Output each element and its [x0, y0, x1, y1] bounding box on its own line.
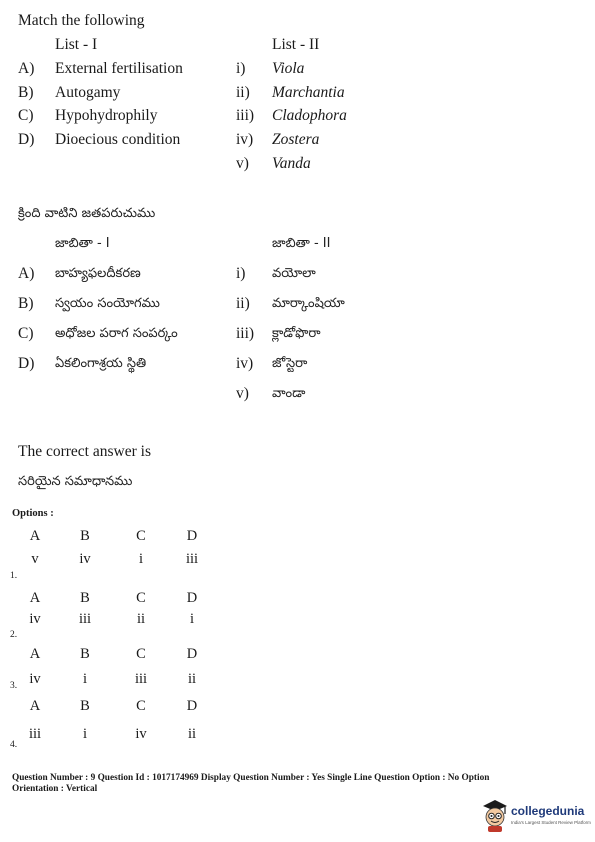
option-header-c: C	[136, 698, 146, 714]
list2-en-label: iii)	[236, 107, 255, 124]
graduate-mascot-icon	[480, 798, 510, 832]
option-header-a: A	[29, 528, 41, 544]
option-header-b: B	[80, 646, 90, 662]
option-value: i	[82, 671, 88, 687]
logo-tagline: India's Largest Student Review Platform	[511, 820, 591, 825]
list1-te-item: ఏకలింగాశ్రయ స్థితి	[55, 356, 147, 371]
logo-name: collegedunia	[511, 804, 585, 818]
list1-header-en: List - I	[55, 36, 98, 53]
option-number: 4.	[10, 740, 18, 750]
list2-en-item: Viola	[272, 60, 305, 77]
list2-te-item: మార్కాంషియా	[272, 296, 345, 311]
footer-line-1: Question Number : 9 Question Id : 1017174969 Display Question Number : Yes Single Line Question Option : No Option	[12, 773, 490, 783]
list1-en-item: External fertilisation	[55, 60, 183, 77]
list2-en-label: ii)	[236, 84, 250, 101]
option-header-a: A	[29, 698, 41, 714]
list1-te-label: C)	[18, 325, 34, 342]
option-value: iii	[185, 551, 199, 567]
option-header-d: D	[186, 590, 198, 606]
list1-te-label: B)	[18, 295, 34, 312]
question-heading-en: Match the following	[18, 12, 145, 29]
list2-en-item: Cladophora	[272, 107, 347, 124]
option-value: v	[31, 551, 39, 567]
list2-te-item: వాండా	[272, 386, 306, 401]
list1-en-label: D)	[18, 131, 35, 148]
list2-te-item: క్లాడోఫొరా	[272, 326, 321, 341]
option-value: ii	[136, 611, 146, 627]
list1-en-item: Hypohydrophily	[55, 107, 158, 124]
option-number: 3.	[10, 681, 18, 691]
option-header-a: A	[29, 590, 41, 606]
list2-header-en: List - II	[272, 36, 320, 53]
list2-en-item: Vanda	[272, 155, 311, 172]
option-value: i	[138, 551, 144, 567]
list1-te-item: అధోజల పరాగ సంపర్కం	[55, 326, 178, 341]
option-value: i	[189, 611, 195, 627]
footer-line-2: Orientation : Vertical	[12, 784, 98, 794]
list1-te-item: స్వయం సంయోగము	[55, 296, 160, 311]
option-header-d: D	[186, 528, 198, 544]
list2-en-label: iv)	[236, 131, 254, 148]
option-header-a: A	[29, 646, 41, 662]
answer-prompt-en: The correct answer is	[18, 443, 151, 460]
list1-en-label: B)	[18, 84, 34, 101]
collegedunia-logo	[480, 798, 590, 834]
list1-te-label: D)	[18, 355, 35, 372]
option-value: iii	[28, 726, 42, 742]
list1-header-te: జాబితా - I	[55, 236, 110, 251]
option-header-b: B	[80, 590, 90, 606]
list1-en-item: Autogamy	[55, 84, 121, 101]
list2-te-label: iii)	[236, 325, 255, 342]
option-header-d: D	[186, 698, 198, 714]
option-header-b: B	[80, 528, 90, 544]
list2-te-label: i)	[236, 265, 246, 282]
option-value: ii	[187, 726, 197, 742]
option-header-c: C	[136, 528, 146, 544]
option-value: iii	[134, 671, 148, 687]
list2-te-item: వయోలా	[272, 266, 316, 281]
question-heading-te: క్రింది వాటిని జతపరుచుము	[18, 206, 156, 221]
list2-en-item: Marchantia	[272, 84, 345, 101]
list1-en-label: A)	[18, 60, 35, 77]
list2-te-label: ii)	[236, 295, 250, 312]
option-header-d: D	[186, 646, 198, 662]
option-number: 1.	[10, 571, 18, 581]
list1-en-label: C)	[18, 107, 34, 124]
list1-en-item: Dioecious condition	[55, 131, 181, 148]
option-value: iv	[29, 611, 41, 627]
option-header-c: C	[136, 646, 146, 662]
option-value: iv	[79, 551, 91, 567]
answer-prompt-te: సరియైన సమాధానము	[18, 474, 133, 489]
option-value: iv	[29, 671, 41, 687]
option-header-b: B	[80, 698, 90, 714]
option-header-c: C	[136, 590, 146, 606]
list2-te-label: iv)	[236, 355, 254, 372]
option-value: i	[82, 726, 88, 742]
list1-te-label: A)	[18, 265, 35, 282]
options-label: Options :	[12, 508, 54, 519]
option-value: ii	[187, 671, 197, 687]
list2-en-label: v)	[236, 155, 249, 172]
option-value: iv	[135, 726, 147, 742]
list2-header-te: జాబితా - II	[272, 236, 331, 251]
list2-te-item: జోస్టెరా	[272, 356, 308, 371]
list2-te-label: v)	[236, 385, 249, 402]
option-number: 2.	[10, 630, 18, 640]
option-value: iii	[78, 611, 92, 627]
list2-en-item: Zostera	[272, 131, 320, 148]
list1-te-item: బాహ్యఫలదీకరణ	[55, 266, 141, 281]
list2-en-label: i)	[236, 60, 246, 77]
